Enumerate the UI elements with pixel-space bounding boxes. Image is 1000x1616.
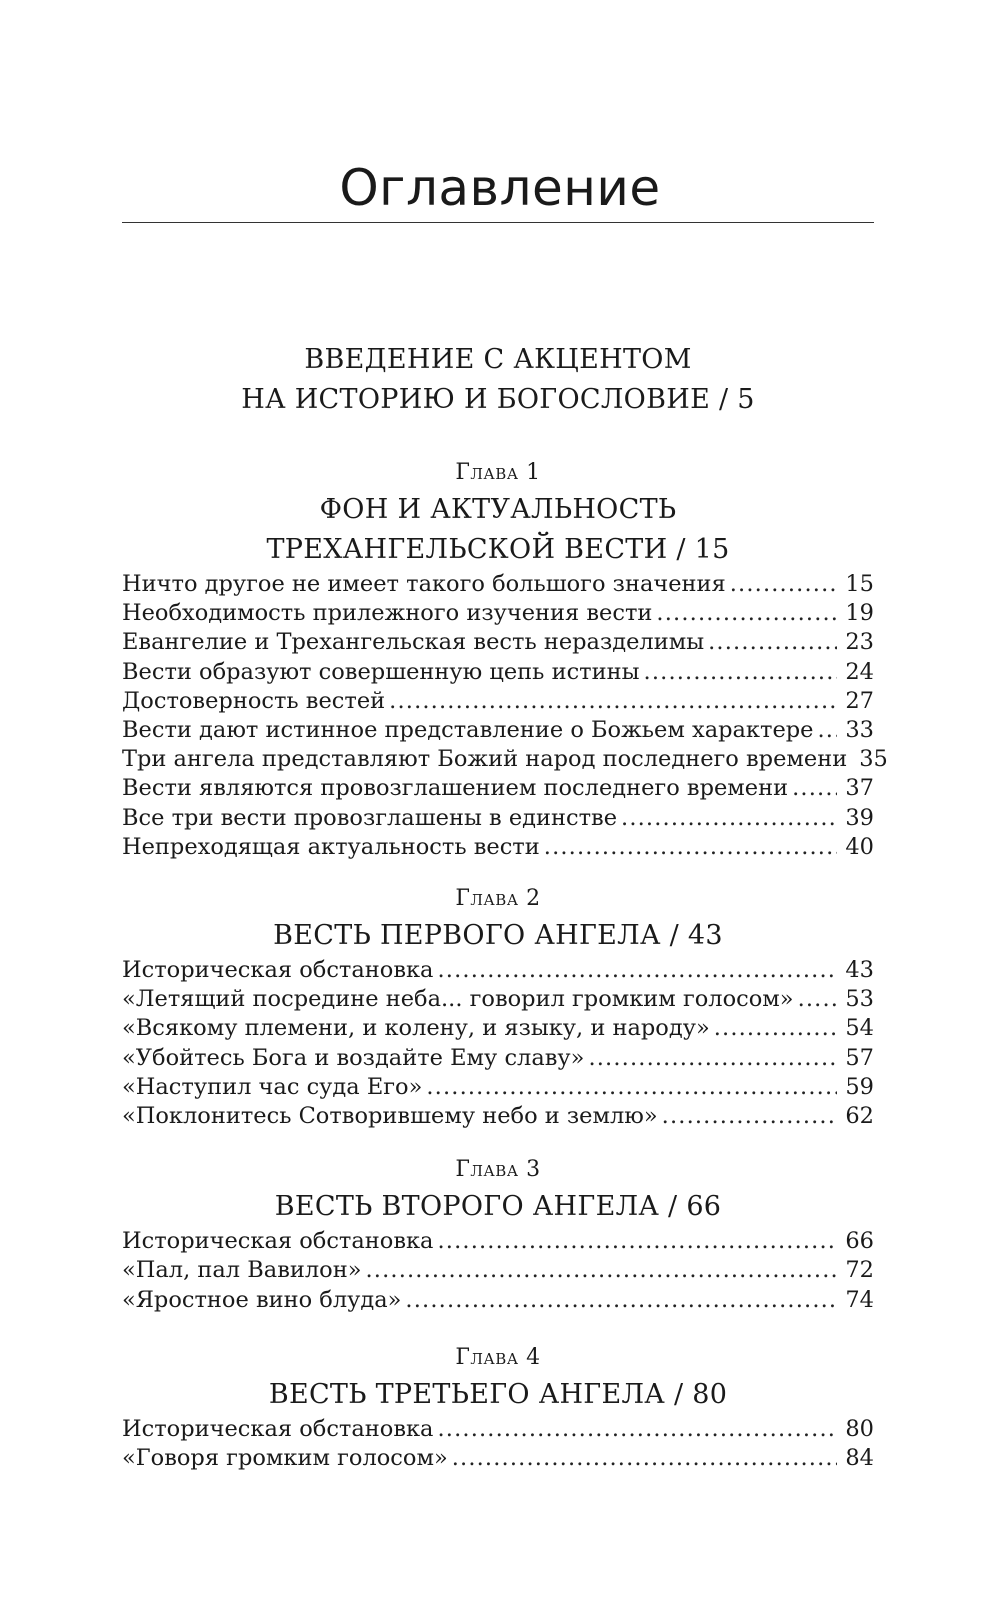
toc-entry-page-number: 37	[845, 775, 874, 802]
toc-entry-page-number: 54	[845, 1015, 874, 1042]
table-of-contents	[122, 340, 888, 1473]
toc-entry-title: Историческая обстановка	[122, 957, 434, 984]
toc-entry-page-number: 59	[845, 1073, 874, 1100]
toc-entry[interactable]	[122, 1227, 874, 1256]
toc-entry-title: «Пал, пал Вавилон»	[122, 1257, 362, 1284]
toc-entry-page-number: 19	[845, 600, 874, 627]
toc-entry-title: Достоверность вестей	[122, 687, 386, 714]
chapter-section	[122, 884, 874, 1131]
chapter-label: Глава 2	[455, 886, 541, 912]
page-title: Оглавление	[339, 159, 661, 217]
dot-leader	[452, 1444, 838, 1473]
intro-line-1: ВВЕДЕНИЕ С АКЦЕНТОМ	[304, 344, 692, 375]
chapter-section	[122, 1343, 874, 1473]
toc-entry[interactable]	[122, 599, 874, 628]
toc-entry-list	[122, 1415, 874, 1473]
toc-entry-page-number: 15	[845, 571, 874, 597]
dot-leader	[365, 1256, 837, 1285]
toc-entry[interactable]	[122, 716, 874, 745]
toc-entry-page-number: 74	[845, 1286, 874, 1313]
toc-entry-page-number: 43	[845, 957, 874, 984]
toc-entry[interactable]	[122, 1415, 874, 1444]
toc-entry-title: Ничто другое не имеет такого большого значения	[122, 571, 726, 597]
toc-entry-title: Три ангела представляют Божий народ последнего времени	[122, 746, 848, 773]
intro-heading	[122, 340, 874, 420]
toc-entry[interactable]	[122, 1073, 874, 1102]
chapter-section	[122, 1155, 874, 1315]
toc-entry-page-number: 24	[845, 658, 874, 685]
toc-entry[interactable]	[122, 1102, 874, 1131]
toc-entry-page-number: 66	[845, 1228, 874, 1255]
toc-entry-title: «Яростное вино блуда»	[122, 1286, 402, 1313]
toc-entry-page-number: 84	[845, 1445, 874, 1472]
toc-entry-page-number: 27	[845, 687, 874, 714]
dot-leader	[621, 804, 837, 833]
toc-entry-page-number: 33	[845, 717, 874, 744]
dot-leader	[437, 956, 837, 985]
toc-entry-title: Вести дают истинное представление о Божьем характере	[122, 717, 814, 744]
dot-leader	[714, 1014, 838, 1043]
chapter-title-line: ВЕСТЬ ВТОРОГО АНГЕЛА / 66	[274, 1191, 722, 1223]
toc-entry[interactable]	[122, 956, 874, 985]
dot-leader	[798, 985, 838, 1014]
chapter-label: Глава 3	[455, 1157, 541, 1183]
dot-leader	[405, 1286, 837, 1315]
dot-leader	[437, 1227, 837, 1256]
dot-leader	[730, 570, 838, 599]
toc-entry-title: «Всякому племени, и колену, и языку, и народу»	[122, 1015, 710, 1042]
dot-leader	[662, 1102, 838, 1131]
toc-entry-page-number: 57	[845, 1044, 874, 1071]
toc-entry-page-number: 39	[845, 804, 874, 831]
chapter-title-line: ФОН И АКТУАЛЬНОСТЬ	[319, 494, 677, 525]
dot-leader	[817, 716, 837, 745]
toc-entry-list	[122, 956, 874, 1131]
chapter-title	[122, 1375, 874, 1415]
toc-entry[interactable]	[122, 833, 874, 862]
toc-entry[interactable]	[122, 628, 874, 657]
chapter-label: Глава 4	[455, 1344, 541, 1370]
toc-entry-title: «Говоря громким голосом»	[122, 1445, 448, 1472]
toc-entry[interactable]	[122, 774, 874, 803]
toc-entry-title: Вести образуют совершенную цепь истины	[122, 658, 640, 685]
dot-leader	[792, 774, 837, 803]
toc-entry-title: Все три вести провозглашены в единстве	[122, 804, 618, 831]
dot-leader	[426, 1073, 837, 1102]
chapter-title	[122, 490, 874, 570]
chapter-title	[122, 916, 874, 956]
toc-entry[interactable]	[122, 1014, 874, 1043]
toc-entry[interactable]	[122, 658, 874, 687]
dot-leader	[656, 599, 837, 628]
dot-leader	[544, 833, 838, 862]
toc-entry[interactable]	[122, 1256, 874, 1285]
toc-entry-title: Историческая обстановка	[122, 1228, 434, 1255]
dot-leader	[588, 1044, 837, 1073]
chapter-title-line: ТРЕХАНГЕЛЬСКОЙ ВЕСТИ / 15	[266, 534, 730, 565]
chapter-label: Глава 1	[455, 460, 541, 485]
toc-entry-title: «Поклонитесь Сотворившему небо и землю»	[122, 1103, 658, 1130]
toc-entry[interactable]	[122, 804, 874, 833]
dot-leader	[644, 658, 838, 687]
toc-entry[interactable]	[122, 1044, 874, 1073]
toc-entry-title: Непреходящая актуальность вести	[122, 833, 540, 860]
toc-entry[interactable]	[122, 745, 888, 774]
toc-entry-title: Необходимость прилежного изучения вести	[122, 600, 653, 627]
chapter-section	[122, 458, 888, 862]
toc-entry-page-number: 72	[845, 1257, 874, 1284]
toc-entry[interactable]	[122, 985, 874, 1014]
toc-entry-page-number: 53	[845, 986, 874, 1013]
toc-entry-page-number: 62	[845, 1103, 874, 1130]
dot-leader	[389, 687, 837, 716]
toc-entry-list	[122, 1227, 874, 1315]
dot-leader	[437, 1415, 837, 1444]
toc-entry-list	[122, 570, 888, 862]
toc-entry-title: Вести являются провозглашением последнего времени	[122, 775, 789, 802]
chapters	[122, 458, 888, 1473]
toc-entry-title: Историческая обстановка	[122, 1415, 434, 1442]
toc-entry[interactable]	[122, 570, 874, 599]
dot-leader	[708, 628, 837, 657]
intro-line-2: НА ИСТОРИЮ И БОГОСЛОВИЕ / 5	[241, 384, 755, 415]
toc-entry-page-number: 80	[845, 1415, 874, 1442]
chapter-title-line: ВЕСТЬ ТРЕТЬЕГО АНГЕЛА / 80	[268, 1378, 728, 1410]
toc-entry[interactable]	[122, 1286, 874, 1315]
toc-entry-page-number: 23	[845, 629, 874, 656]
toc-entry-title: «Летящий посредине неба... говорил громким голосом»	[122, 986, 794, 1013]
toc-entry[interactable]	[122, 1444, 874, 1473]
chapter-title	[122, 1187, 874, 1227]
toc-entry-page-number: 40	[845, 833, 874, 860]
toc-entry-title: Евангелие и Трехангельская весть неразделимы	[122, 629, 705, 656]
toc-entry-title: «Убойтесь Бога и воздайте Ему славу»	[122, 1044, 585, 1071]
title-rule	[122, 222, 874, 223]
chapter-title-line: ВЕСТЬ ПЕРВОГО АНГЕЛА / 43	[273, 920, 723, 952]
toc-entry-title: «Наступил час суда Его»	[122, 1073, 423, 1100]
toc-entry[interactable]	[122, 687, 874, 716]
toc-entry-page-number: 35	[859, 746, 888, 773]
